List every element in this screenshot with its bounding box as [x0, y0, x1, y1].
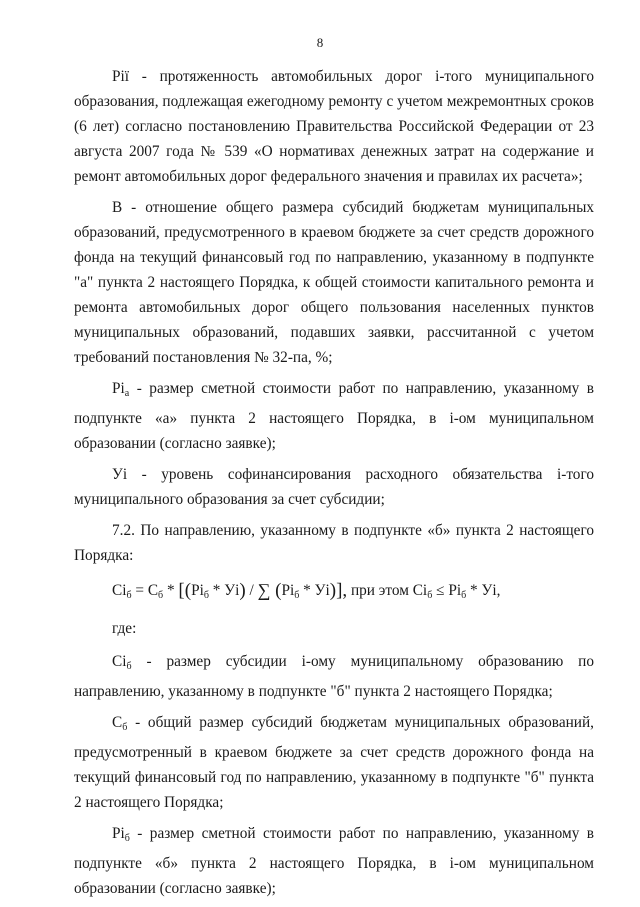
formula-pi: Pi: [281, 582, 295, 599]
document-body: [74, 64, 594, 907]
paragraph-total-subsidy: [74, 710, 594, 815]
where-label: где:: [112, 620, 137, 637]
paragraph-subsidy-ci: [74, 649, 594, 704]
formula-paren: (: [184, 580, 192, 601]
symbol-subscript: б: [122, 722, 128, 733]
symbol-pi: Pi: [112, 380, 125, 397]
paragraph-subsidy-ratio: В - отношение общего размера субсидий бюджетам муниципальных образований, предусмотренного в краевом бюджете за счет средств дорожного фонда на текущий финансовый год по направлению, указанному в подпункте "а" пункта 2 настоящего Порядка, к общей стоимости капитального ремонта и ремонта автомобильных дорог общего пользования населенных пунктов муниципальных образований, подавших заявки, рассчитанной с учетом требований постановления № 32-па, %;: [74, 199, 594, 366]
formula-op: ≤ Pi: [432, 582, 462, 599]
formula-paren: ): [329, 580, 337, 601]
formula-sub: б: [461, 590, 467, 601]
paragraph-cofinancing: Уi - уровень софинансирования расходного обязательства i-того муниципального образования за счет субсидии;: [74, 466, 594, 508]
symbol-pi: Pi: [112, 825, 125, 842]
formula-pi: Pi: [191, 582, 204, 599]
paragraph-text: - общий размер субсидий бюджетам муниципальных образований, предусмотренный в краевом бюджете за счет средств дорожного фонда на текущий финансовый год по направлению, указанному в подпункте "б" пункта 2 настоящего Порядка;: [74, 714, 594, 811]
paragraph-text: - размер сметной стоимости работ по направлению, указанному в подпункте «а» пункта 2 настоящего Порядка, в i-ом муниципальном образовании (согласно заявке);: [74, 380, 594, 452]
formula-bracket: [: [178, 580, 185, 601]
formula-sum: ∑: [257, 580, 271, 600]
paragraph-estimate-b: [74, 821, 594, 901]
symbol-subscript: б: [124, 833, 130, 844]
formula-condition: при этом: [347, 582, 413, 599]
page-number: 8: [316, 35, 324, 50]
formula-sub: б: [126, 590, 132, 601]
formula-sub: б: [158, 590, 164, 601]
formula-sub: б: [203, 590, 209, 601]
formula-paren: (: [270, 580, 282, 601]
formula-op: /: [245, 582, 258, 599]
formula-sub: б: [427, 590, 433, 601]
paragraph-text: - размер субсидии i-ому муниципальному образованию по направлению, указанному в подпункте "б" пункта 2 настоящего Порядка;: [74, 653, 594, 700]
formula-paren: ): [239, 580, 246, 601]
subsidy-formula: [74, 576, 594, 610]
formula-sub: б: [294, 590, 300, 601]
paragraph-section-7-2: 7.2. По направлению, указанному в подпункте «б» пункта 2 настоящего Порядка:: [74, 522, 594, 564]
symbol-c: С: [112, 714, 123, 731]
paragraph-text: - размер сметной стоимости работ по направлению, указанному в подпункте «б» пункта 2 настоящего Порядка, в i-ом муниципальном образовании (согласно заявке);: [74, 825, 594, 897]
formula-op: *: [163, 582, 179, 599]
formula-ci: Ci: [112, 582, 127, 599]
formula-op: * Уi: [208, 582, 240, 599]
formula-ci: Ci: [412, 582, 428, 599]
symbol-subscript: б: [126, 661, 132, 672]
formula-bracket: ],: [336, 580, 348, 601]
formula-eq: = С: [131, 582, 159, 599]
formula-op: * Уi,: [466, 582, 501, 599]
paragraph-estimate-a: [74, 376, 594, 456]
formula-op: * Уi: [299, 582, 330, 599]
paragraph-road-length: Piї - протяженность автомобильных дорог i-того муниципального образования, подлежащая ежегодному ремонту с учетом межремонтных сроков (6 лет) согласно постановлению Правительства Российской Федерации от 23 августа 2007 года № 539 «О нормативах денежных затрат на содержание и ремонт автомобильных дорог федерального значения и правилах их расчета»;: [74, 68, 594, 185]
symbol-subscript: а: [124, 388, 130, 399]
symbol-ci: Ci: [112, 653, 127, 670]
